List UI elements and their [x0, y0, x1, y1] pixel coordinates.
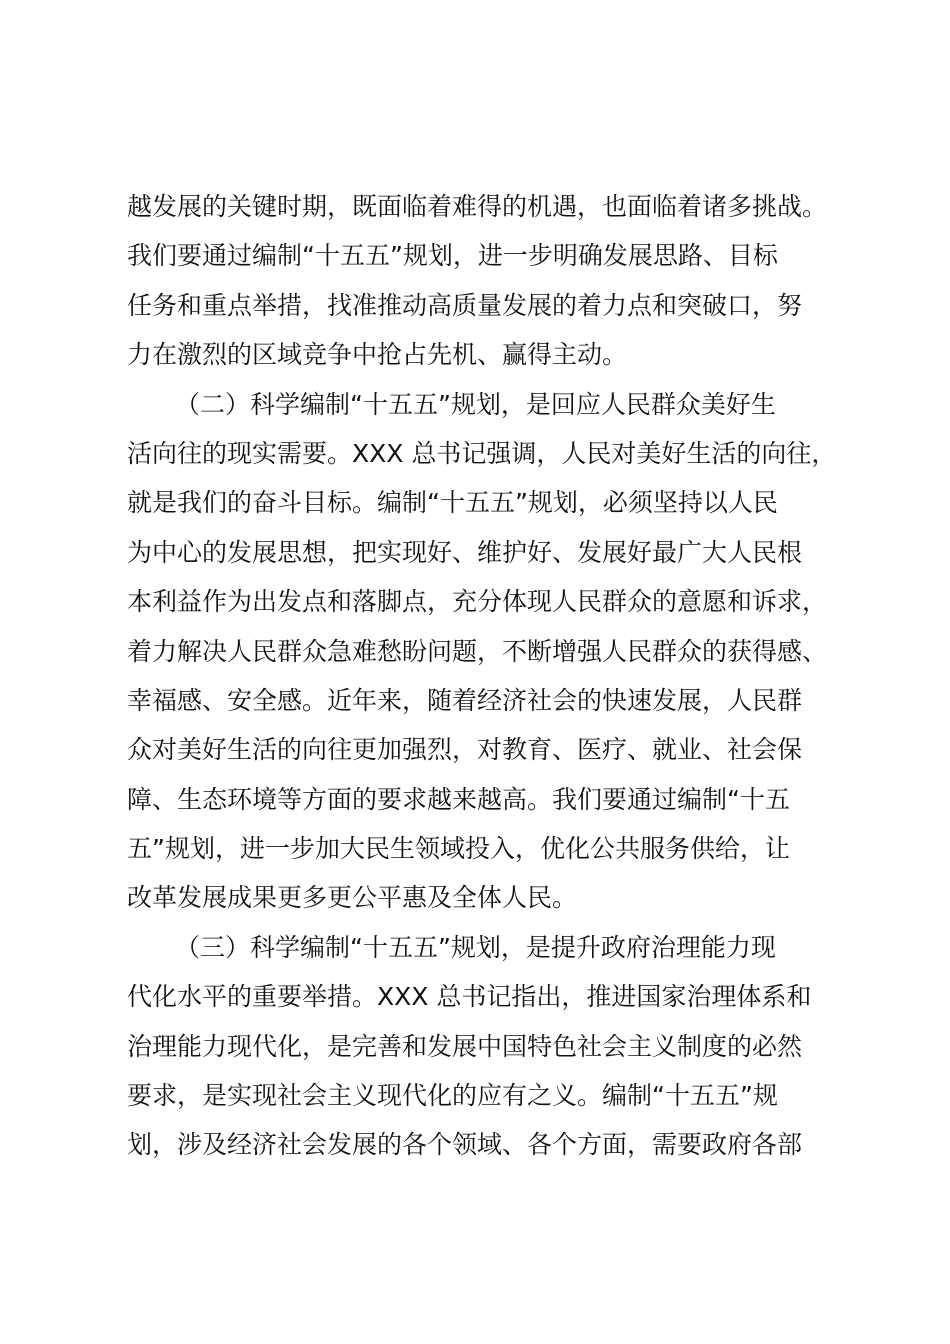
text-line: 要求，是实现社会主义现代化的应有之义。编制“十五五”规 [127, 1081, 778, 1111]
text-line: 力在激烈的区域竞争中抢占先机、赢得主动。 [127, 340, 628, 370]
text-line: 着力解决人民群众急难愁盼问题，不断增强人民群众的获得感、 [127, 636, 828, 666]
text-line: 为中心的发展思想，把实现好、维护好、发展好最广大人民根 [127, 537, 803, 567]
text-line: 本利益作为出发点和落脚点，充分体现人民群众的意愿和诉求， [127, 587, 828, 617]
text-line: 改革发展成果更多更公平惠及全体人民。 [127, 883, 578, 913]
text-line: 我们要通过编制“十五五”规划，进一步明确发展思路、目标 [127, 241, 778, 271]
text-line: 五”规划，进一步加大民生领域投入，优化公共服务供给，让 [127, 834, 790, 864]
text-line: 障、生态环境等方面的要求越来越高。我们要通过编制“十五 [127, 784, 790, 814]
text-line: 众对美好生活的向往更加强烈，对教育、医疗、就业、社会保 [127, 735, 803, 765]
text-line: 越发展的关键时期，既面临着难得的机遇，也面临着诸多挑战。 [127, 192, 828, 221]
text-line: 任务和重点举措，找准推动高质量发展的着力点和突破口，努 [127, 290, 803, 320]
document-body [127, 182, 857, 1170]
text-line: 代化水平的重要举措。XXX 总书记指出，推进国家治理体系和 [127, 982, 812, 1012]
text-line: 活向往的现实需要。XXX 总书记强调，人民对美好生活的向往， [127, 438, 837, 468]
text-line: 治理能力现代化，是完善和发展中国特色社会主义制度的必然 [127, 1031, 803, 1061]
paragraph-heading-line: （三）科学编制“十五五”规划，是提升政府治理能力现 [175, 932, 776, 962]
text-line: 幸福感、安全感。近年来，随着经济社会的快速发展，人民群 [127, 685, 803, 715]
text-line: 划，涉及经济社会发展的各个领域、各个方面，需要政府各部 [127, 1130, 803, 1160]
paragraph-heading-line: （二）科学编制“十五五”规划，是回应人民群众美好生 [175, 389, 776, 419]
text-line: 就是我们的奋斗目标。编制“十五五”规划，必须坚持以人民 [127, 488, 778, 518]
